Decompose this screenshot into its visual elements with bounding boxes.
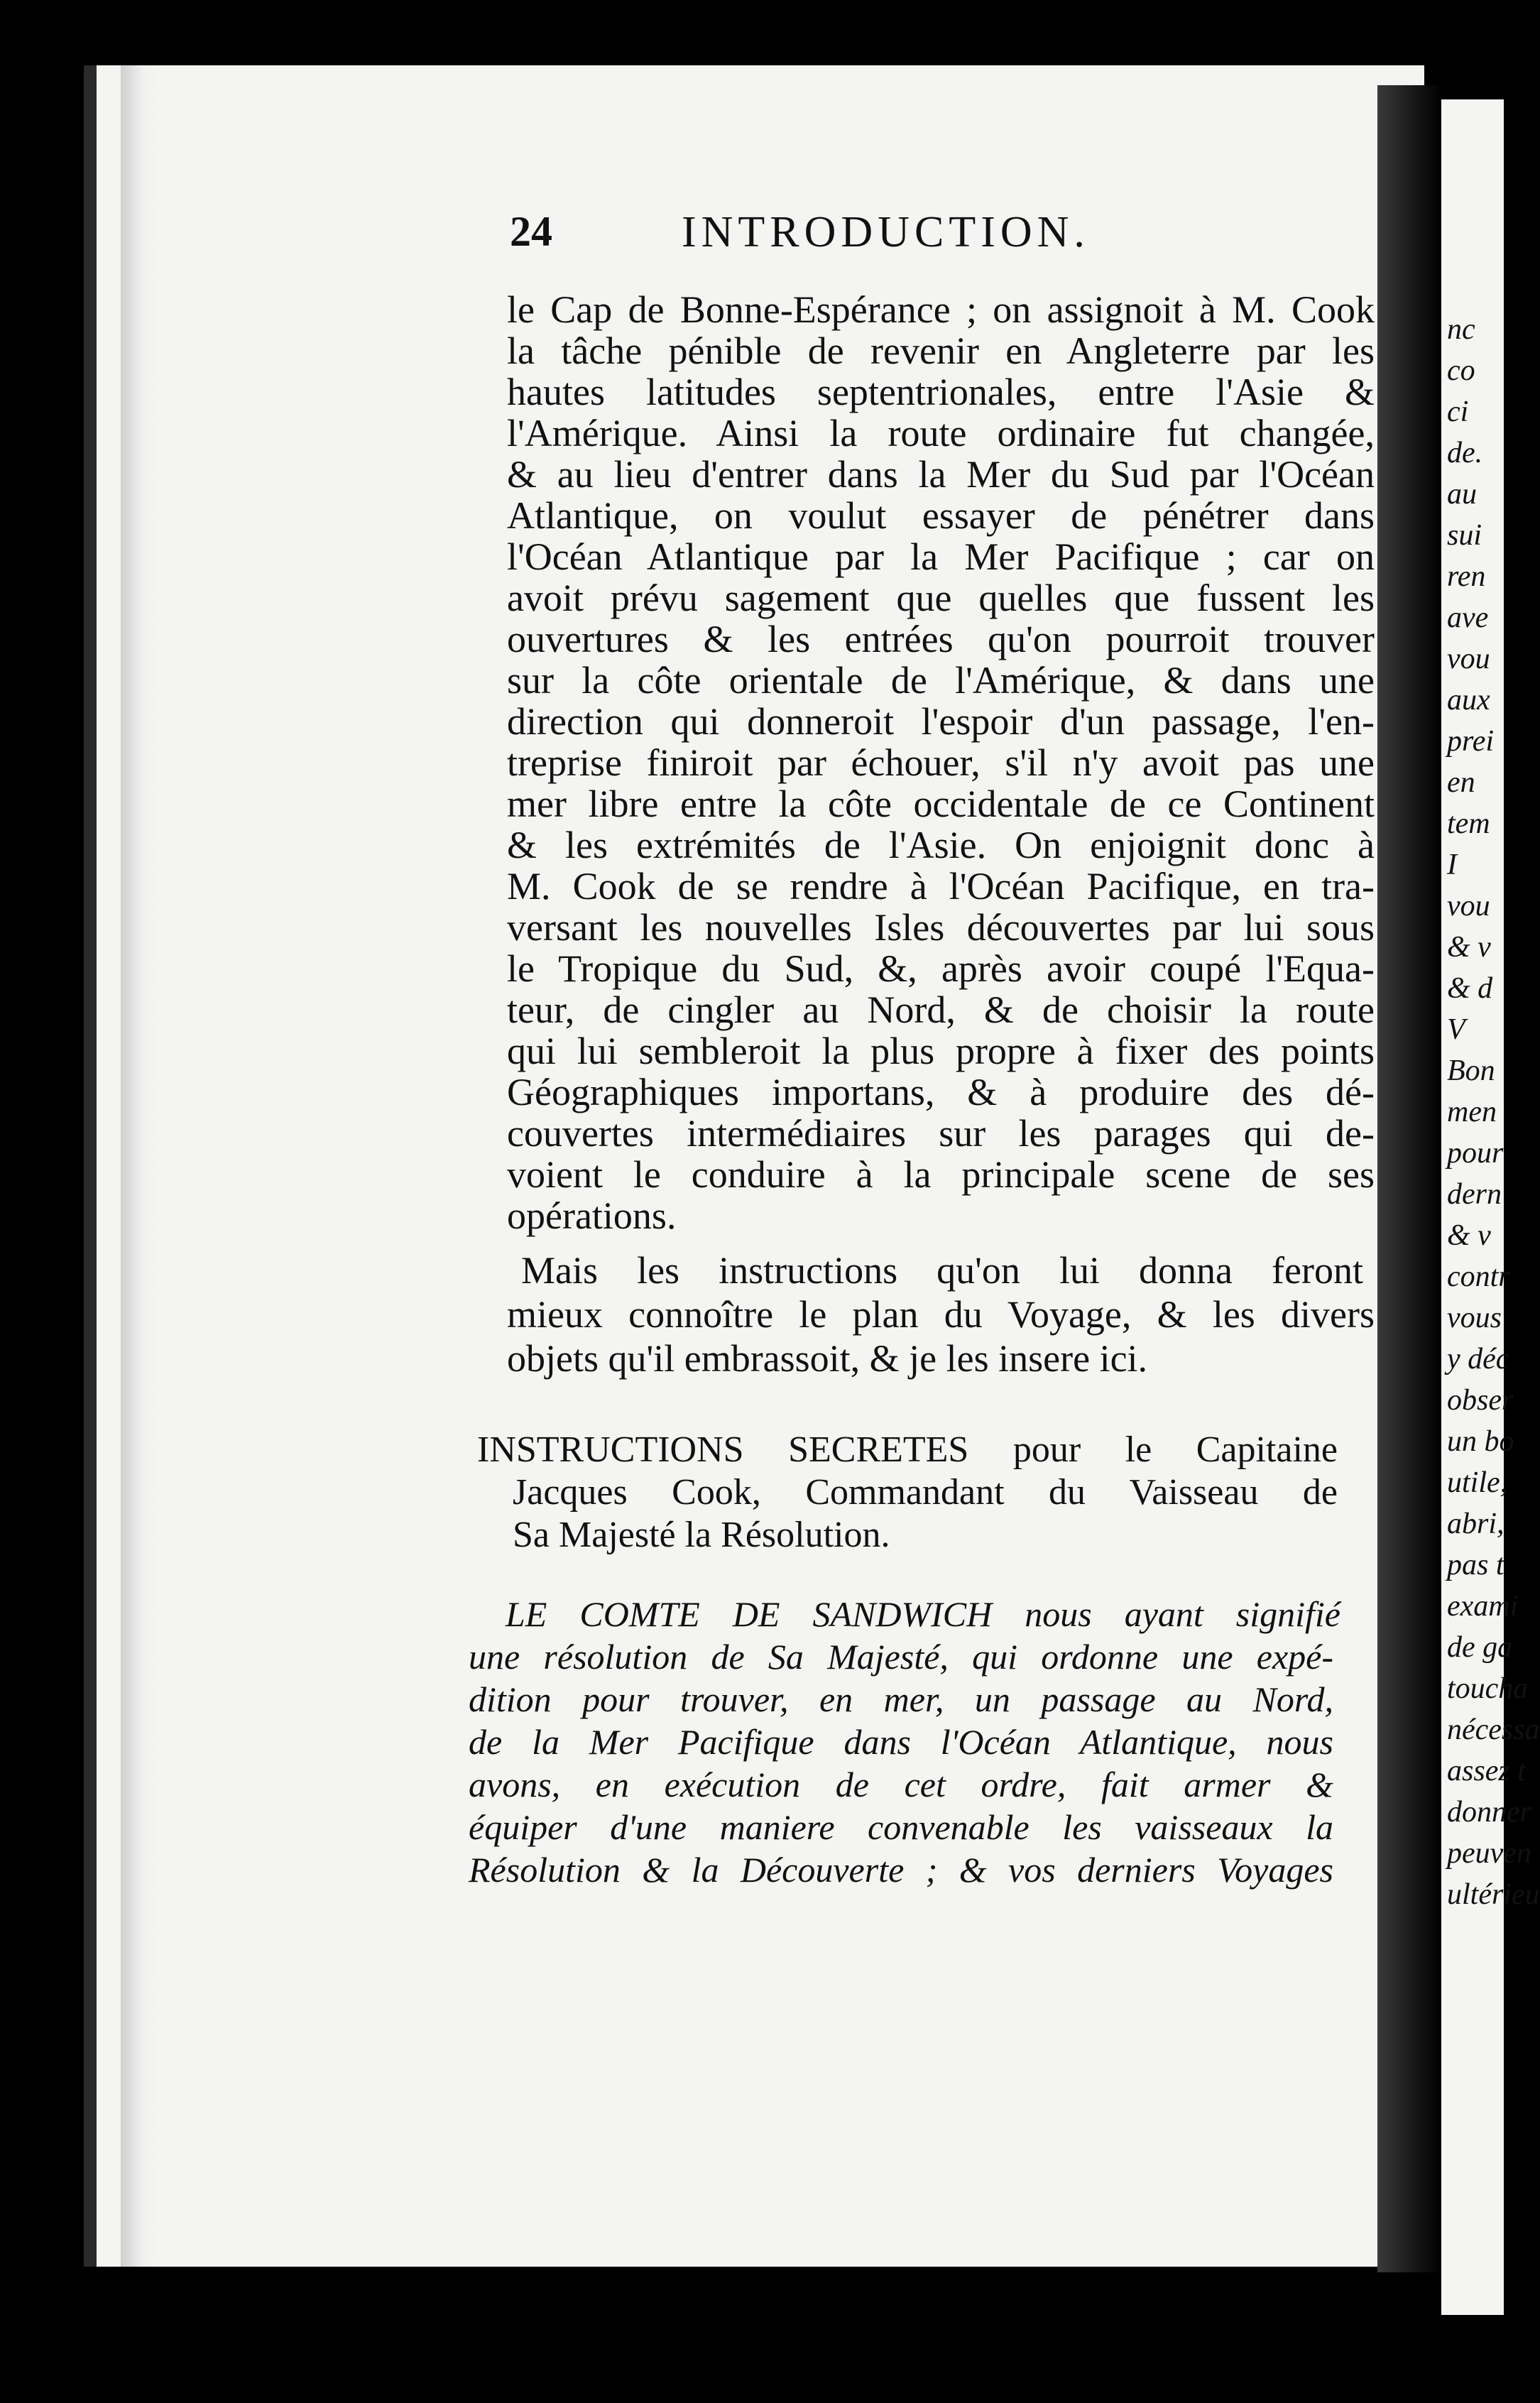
- facing-page-fragment: pas t: [1447, 1549, 1504, 1581]
- facing-page-fragment: co: [1447, 354, 1475, 387]
- facing-page-fragment: au: [1447, 478, 1477, 511]
- facing-page-fragment: de ga: [1447, 1631, 1513, 1664]
- text-line: & au lieu d'entrer dans la Mer du Sud par l'Océan: [507, 453, 1375, 496]
- facing-page-fragment: un bo: [1447, 1425, 1514, 1458]
- facing-page-fragment: ave: [1447, 601, 1489, 634]
- text-line: qui lui sembleroit la plus propre à fixer des points: [507, 1030, 1375, 1072]
- facing-page-fragment: peuven: [1447, 1837, 1531, 1870]
- facing-page-fragment: en: [1447, 766, 1475, 799]
- letter-line: LE COMTE DE SANDWICH nous ayant signifié: [506, 1594, 1340, 1634]
- text-line: Mais les instructions qu'on lui donna feront: [521, 1249, 1363, 1292]
- facing-page-fragment: exami: [1447, 1590, 1519, 1623]
- facing-page-fragment: pour: [1447, 1137, 1504, 1170]
- facing-page-fragment: I: [1447, 849, 1457, 881]
- facing-page-fragment: utile,: [1447, 1466, 1508, 1499]
- facing-page-fragment: Bon: [1447, 1055, 1495, 1087]
- facing-page-fragment: contr: [1447, 1260, 1510, 1293]
- facing-page-fragment: assez t: [1447, 1755, 1526, 1787]
- facing-page-fragment: vou: [1447, 643, 1490, 675]
- letter-line: de la Mer Pacifique dans l'Océan Atlantique, nous: [469, 1722, 1333, 1762]
- text-line: l'Amérique. Ainsi la route ordinaire fut changée,: [507, 412, 1375, 454]
- text-line: sur la côte orientale de l'Amérique, & dans une: [507, 659, 1375, 702]
- text-line: ouvertures & les entrées qu'on pourroit trouver: [507, 618, 1375, 660]
- running-head: INTRODUCTION.: [682, 208, 1090, 256]
- text-line: Atlantique, on voulut essayer de pénétrer dans: [507, 494, 1375, 537]
- text-line: opérations.: [507, 1194, 677, 1237]
- text-line: le Cap de Bonne-Espérance ; on assignoit à M. Cook: [507, 288, 1375, 331]
- facing-page-fragment: ultérieu: [1447, 1878, 1540, 1911]
- letter-line: dition pour trouver, en mer, un passage au Nord,: [469, 1679, 1333, 1719]
- facing-page-fragment: nécessa: [1447, 1713, 1540, 1746]
- facing-page-fragment: abri,: [1447, 1508, 1504, 1540]
- text-line: M. Cook de se rendre à l'Océan Pacifique, en tra-: [507, 865, 1375, 908]
- facing-page-fragment: sui: [1447, 519, 1482, 552]
- text-line: le Tropique du Sud, &, après avoir coupé l'Equa-: [507, 947, 1375, 990]
- heading-line: Sa Majesté la Résolution.: [513, 1515, 890, 1555]
- facing-page: [1441, 99, 1540, 2315]
- facing-page-fragment: tem: [1447, 807, 1490, 840]
- facing-page-fragment: aux: [1447, 684, 1490, 716]
- facing-page-fragment: donner: [1447, 1796, 1531, 1829]
- facing-page-fragment: & v: [1447, 931, 1491, 964]
- text-line: hautes latitudes septentrionales, entre l'Asie &: [507, 371, 1375, 413]
- text-line: mieux connoître le plan du Voyage, & les divers: [507, 1293, 1375, 1336]
- text-line: & les extrémités de l'Asie. On enjoignit donc à: [507, 824, 1375, 866]
- text-line: mer libre entre la côte occidentale de ce Continent: [507, 783, 1375, 825]
- text-line: versant les nouvelles Isles découvertes par lui sous: [507, 906, 1375, 949]
- book-gutter: [1377, 85, 1441, 2272]
- text-line: treprise finiroit par échouer, s'il n'y avoit pas une: [507, 741, 1375, 784]
- facing-page-fragment: de.: [1447, 437, 1483, 469]
- letter-line: Résolution & la Découverte ; & vos derniers Voyages: [469, 1850, 1333, 1890]
- letter-line: avons, en exécution de cet ordre, fait armer &: [469, 1765, 1333, 1804]
- facing-page-fragment: men: [1447, 1096, 1497, 1128]
- facing-page-fragment: prei: [1447, 725, 1495, 758]
- text-line: teur, de cingler au Nord, & de choisir la route: [507, 988, 1375, 1031]
- text-line: couvertes intermédiaires sur les parages qui de-: [507, 1112, 1375, 1155]
- facing-page-fragment: dern: [1447, 1178, 1502, 1211]
- text-line: l'Océan Atlantique par la Mer Pacifique ; car on: [507, 535, 1375, 578]
- facing-page-fragment: ci: [1447, 396, 1469, 428]
- facing-page-fragment: nc: [1447, 313, 1475, 346]
- facing-page-fragment: y déc: [1447, 1343, 1509, 1375]
- facing-page-fragment: toucha: [1447, 1672, 1529, 1705]
- heading-line: INSTRUCTIONS SECRETES pour le Capitaine: [477, 1429, 1338, 1470]
- page-header: [0, 207, 1504, 264]
- text-line: avoit prévu sagement que quelles que fussent les: [507, 577, 1375, 619]
- page-edge-shadow: [121, 65, 158, 2267]
- text-line: direction qui donneroit l'espoir d'un passage, l'en-: [507, 700, 1375, 743]
- text-line: objets qu'il embrassoit, & je les insere ici.: [507, 1337, 1148, 1380]
- facing-page-fragment: V: [1447, 1013, 1465, 1046]
- page-number: 24: [510, 208, 552, 255]
- text-line: Géographiques importans, & à produire des dé-: [507, 1071, 1375, 1113]
- facing-page-fragment: vous: [1447, 1302, 1502, 1334]
- letter-line: équiper d'une maniere convenable les vaisseaux la: [469, 1807, 1333, 1847]
- facing-page-fragment: ren: [1447, 560, 1486, 593]
- facing-page-fragment: vou: [1447, 890, 1490, 922]
- text-line: voient le conduire à la principale scene de ses: [507, 1153, 1375, 1196]
- letter-line: une résolution de Sa Majesté, qui ordonne une expé-: [469, 1637, 1333, 1677]
- heading-line: Jacques Cook, Commandant du Vaisseau de: [513, 1472, 1338, 1513]
- facing-page-fragment: obser: [1447, 1384, 1514, 1417]
- facing-page-fragment: & d: [1447, 972, 1493, 1005]
- text-line: la tâche pénible de revenir en Angleterre par les: [507, 329, 1375, 372]
- facing-page-fragment: & v: [1447, 1219, 1491, 1252]
